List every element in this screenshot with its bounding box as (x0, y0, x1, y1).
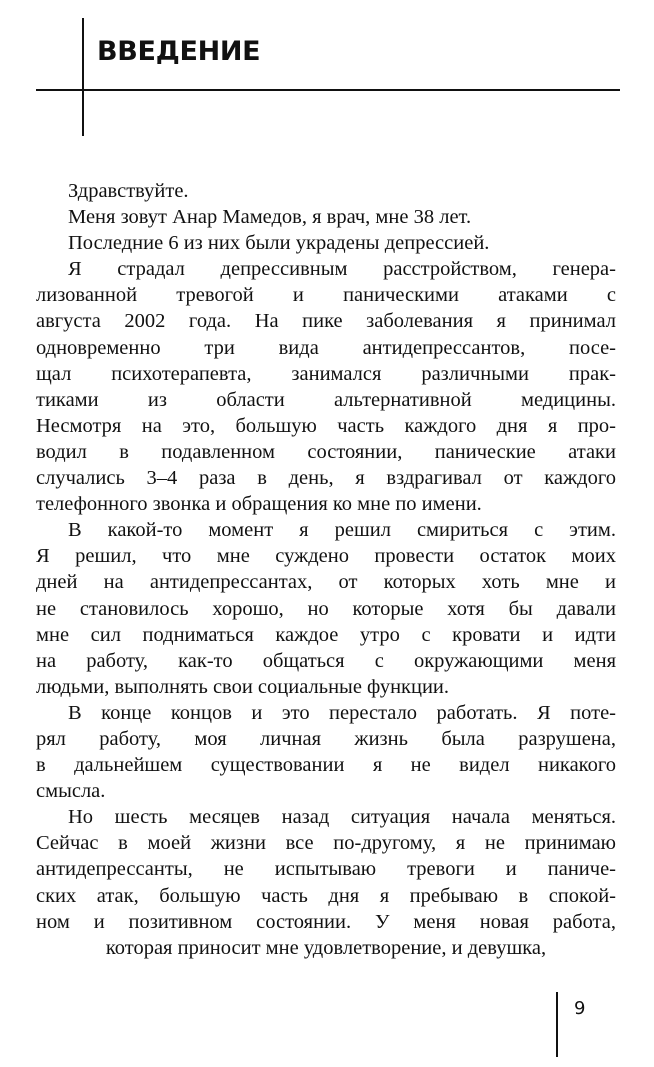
chapter-title: ВВЕДЕНИЕ (97, 36, 261, 67)
text-line: щал психотерапевта, занимался различными прак- (36, 362, 616, 385)
paragraph-greeting (36, 178, 616, 204)
text-line: Я решил, что мне суждено провести остаток моих (36, 545, 616, 568)
text-line: дней на антидепрессантах, от которых хоть мне и (36, 571, 616, 594)
footer-vertical-rule (556, 992, 558, 1057)
paragraph-resignation (36, 517, 616, 700)
header-horizontal-rule (36, 89, 620, 91)
paragraph-recovery (36, 804, 616, 961)
text-line: мне сил подниматься каждое утро с кровати и идти (36, 623, 616, 646)
text-line: телефонного звонка и обращения ко мне по имени. (36, 493, 482, 516)
text-line: августа 2002 года. На пике заболевания я принимал (36, 310, 616, 333)
text-line: одновременно три вида антидепрессантов, посе- (36, 336, 616, 359)
paragraph-symptoms (36, 256, 616, 517)
header-vertical-rule (82, 18, 84, 136)
text-line: тиками из области альтернативной медицины. (36, 388, 616, 411)
text-line: лизованной тревогой и паническими атаками с (36, 284, 616, 307)
text-line: на работу, как-то общаться с окружающими меня (36, 649, 616, 672)
text-line: Несмотря на это, большую часть каждого дня я про- (36, 414, 616, 437)
body-text (36, 178, 616, 961)
text-line: Последние 6 из них были украдены депрессией. (68, 232, 490, 255)
paragraph-depression-years (36, 230, 616, 256)
page-number: 9 (574, 998, 586, 1019)
paragraph-introduction (36, 204, 616, 230)
text-line: которая приносит мне удовлетворение, и девушка, (105, 936, 547, 959)
text-line: водил в подавленном состоянии, панические атаки (36, 440, 616, 463)
text-line: В какой-то момент я решил смириться с этим. (68, 519, 616, 542)
text-line: людьми, выполнять свои социальные функции. (36, 675, 450, 698)
text-line: В конце концов и это перестало работать. Я поте- (68, 701, 616, 724)
text-line: антидепрессанты, не испытываю тревоги и паниче- (36, 858, 616, 881)
text-line: Но шесть месяцев назад ситуация начала меняться. (68, 806, 616, 829)
text-line: ном и позитивном состоянии. У меня новая работа, (36, 910, 616, 933)
text-line: Я страдал депрессивным расстройством, генера- (68, 258, 616, 281)
text-line: случались 3–4 раза в день, я вздрагивал от каждого (36, 467, 616, 490)
text-line: не становилось хорошо, но которые хотя бы давали (36, 597, 616, 620)
text-line: Сейчас в моей жизни все по-другому, я не принимаю (36, 832, 616, 855)
text-line: в дальнейшем существовании я не видел никакого (36, 754, 616, 777)
text-line: Меня зовут Анар Мамедов, я врач, мне 38 лет. (68, 206, 472, 229)
text-line: рял работу, моя личная жизнь была разрушена, (36, 727, 616, 750)
paragraph-collapse (36, 700, 616, 804)
text-line: смысла. (36, 780, 106, 803)
text-line: Здравствуйте. (68, 180, 189, 202)
text-line: ских атак, большую часть дня я пребываю в спокой- (36, 884, 616, 907)
